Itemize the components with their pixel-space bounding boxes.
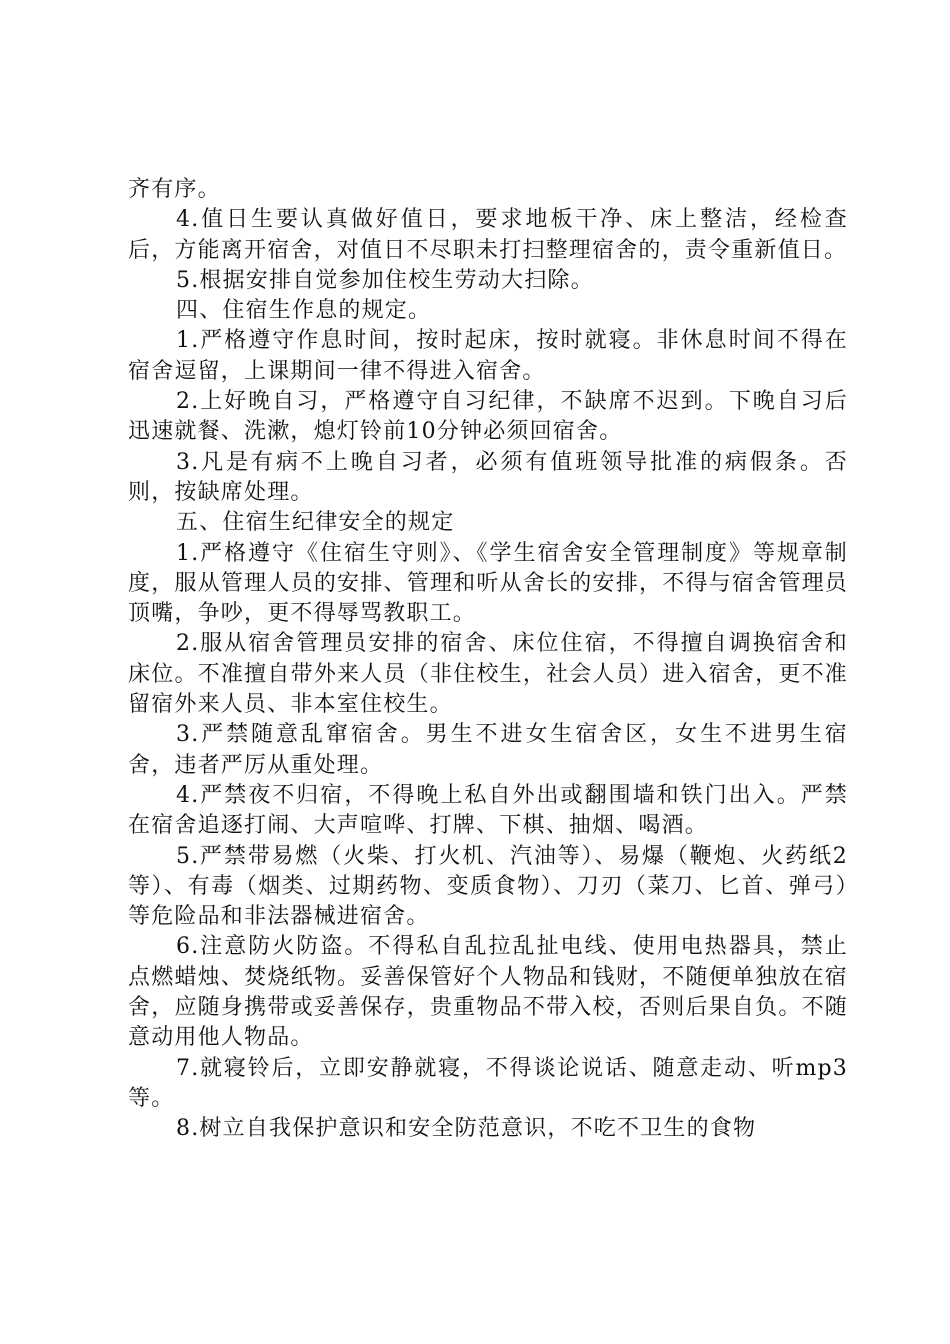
paragraph-schedule-3: 3.凡是有病不上晚自习者，必须有值班领导批准的病假条。否则，按缺席处理。 [128,449,848,505]
paragraph-continuation: 齐有序。 [128,177,221,202]
paragraph-discipline-4: 4.严禁夜不归宿，不得晚上私自外出或翻围墙和铁门出入。严禁在宿舍追逐打闹、大声喧哗、打牌、下棋、抽烟、喝酒。 [128,782,848,839]
paragraph-discipline-5: 5.严禁带易燃（火柴、打火机、汽油等）、易爆（鞭炮、火药纸2等）、有毒（烟类、过期药物、变质食物）、刀刃（菜刀、匕首、弹弓）等危险品和非法器械进宿舍。 [128,843,848,930]
paragraph-schedule-1: 1.严格遵守作息时间，按时起床，按时就寝。非休息时间不得在宿舍逗留，上课期间一律不得进入宿舍。 [128,328,848,384]
section-heading-discipline: 五、住宿生纪律安全的规定 [176,510,455,536]
paragraph-schedule-2: 2.上好晚自习，严格遵守自习纪律，不缺席不迟到。下晚自习后迅速就餐、洗漱，熄灯铃前10分钟必须回宿舍。 [128,389,848,445]
paragraph-duty-student: 4.值日生要认真做好值日，要求地板干净、床上整洁，经检查后，方能离开宿舍，对值日不尽职未打扫整理宿舍的，责令重新值日。 [128,207,848,263]
paragraph-discipline-6: 6.注意防火防盗。不得私自乱拉乱扯电线、使用电热器具，禁止点燃蜡烛、焚烧纸物。妥善保管好个人物品和钱财，不随便单独放在宿舍，应随身携带或妥善保存，贵重物品不带入校，否则后果自负。不随意动用他人物品。 [128,934,848,1051]
section-heading-schedule: 四、住宿生作息的规定。 [176,298,432,324]
paragraph-cleaning: 5.根据安排自觉参加住校生劳动大扫除。 [176,267,594,293]
paragraph-discipline-2: 2.服从宿舍管理员安排的宿舍、床位住宿，不得擅自调换宿舍和床位。不准擅自带外来人员（非住校生，社会人员）进入宿舍，更不准留宿外来人员、非本室住校生。 [128,631,848,718]
document-body [128,175,848,1145]
paragraph-discipline-8: 8.树立自我保护意识和安全防范意识，不吃不卫生的食物 [176,1116,757,1142]
paragraph-discipline-1: 1.严格遵守《住宿生守则》、《学生宿舍安全管理制度》等规章制度，服从管理人员的安排、管理和听从舍长的安排，不得与宿舍管理员顶嘴，争吵，更不得辱骂教职工。 [128,540,848,627]
paragraph-discipline-7: 7.就寝铃后，立即安静就寝，不得谈论说话、随意走动、听mp3等。 [128,1055,848,1111]
paragraph-discipline-3: 3.严禁随意乱窜宿舍。男生不进女生宿舍区，女生不进男生宿舍，违者严厉从重处理。 [128,722,848,778]
